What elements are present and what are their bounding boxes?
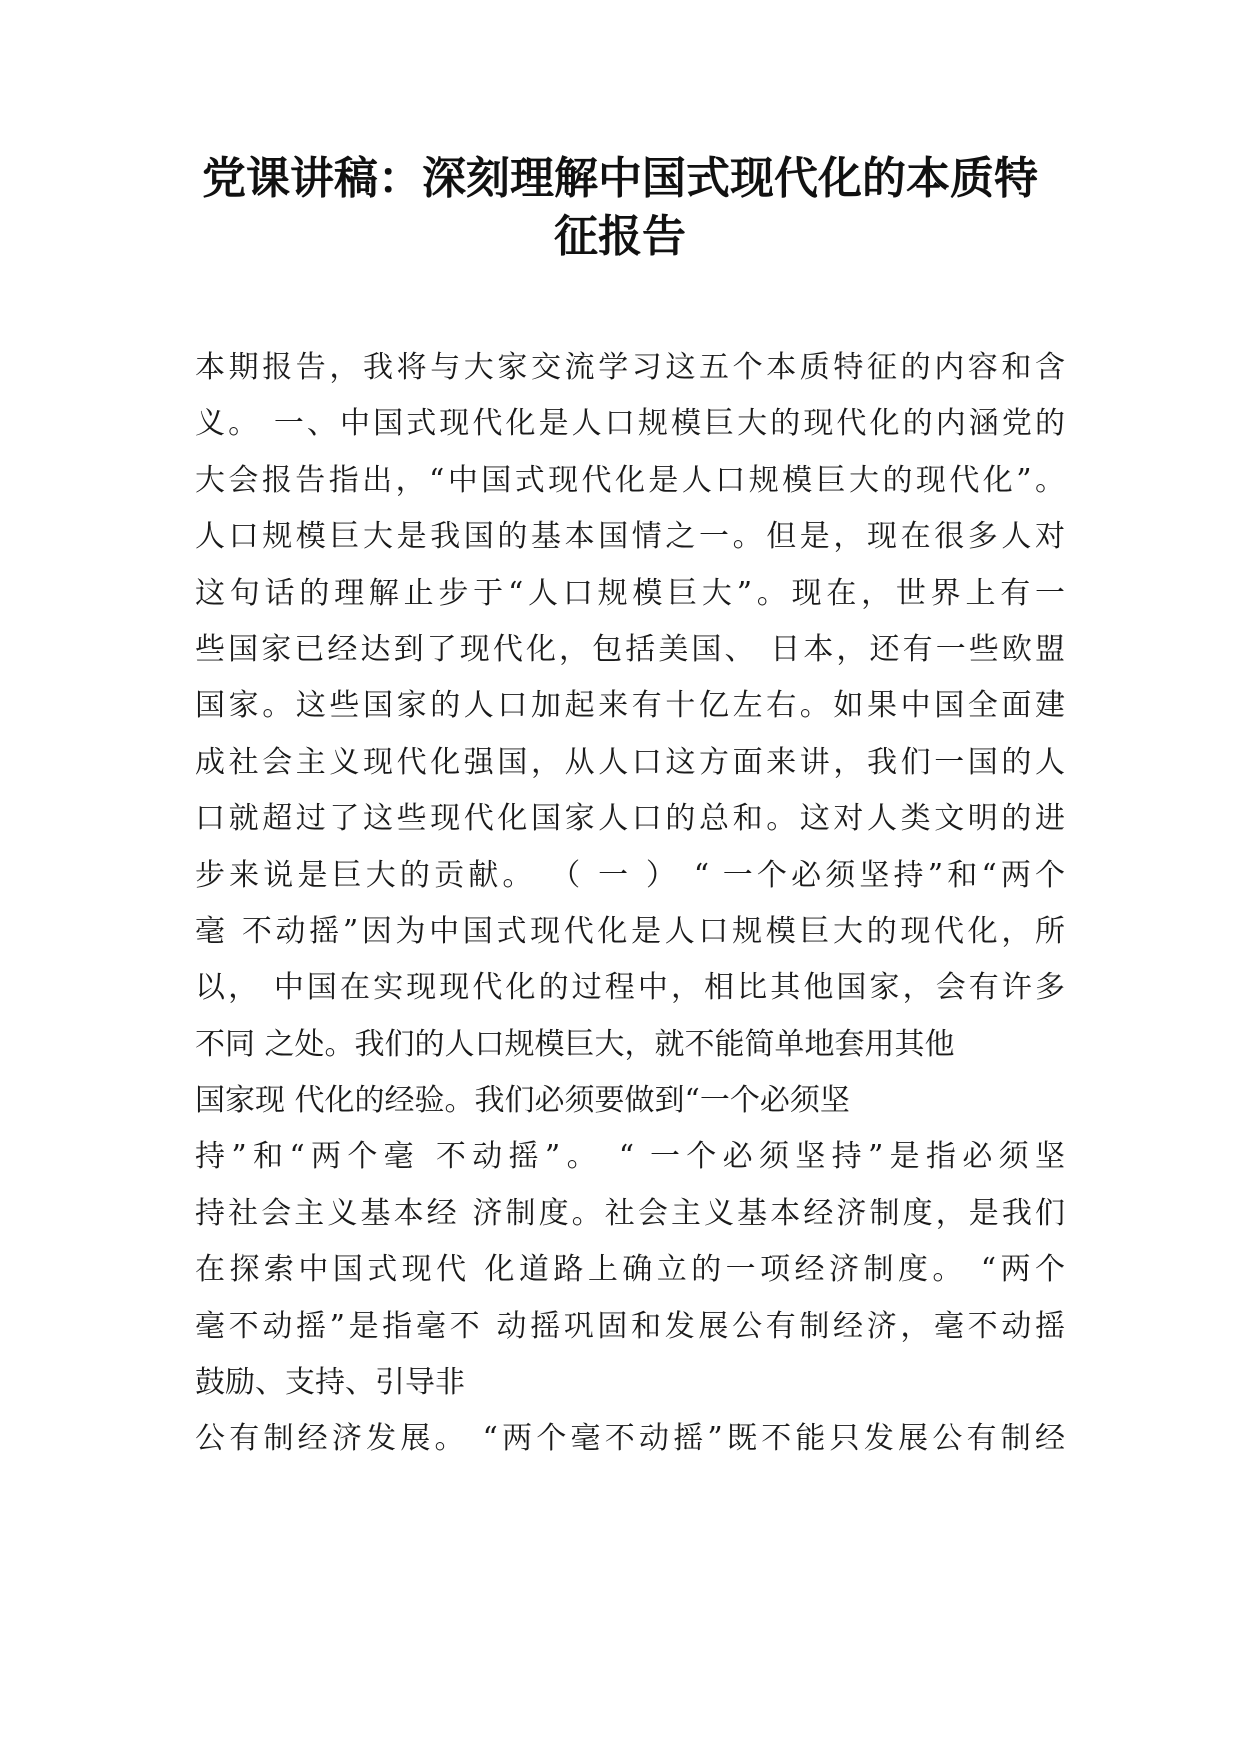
body-line: 口就超过了这些现代化国家人口的总和。这对人类文明的进 <box>195 801 1065 837</box>
body-line: 大会报告指出，“中国式现代化是人口规模巨大的现代化”。 <box>195 462 1065 498</box>
body-line: 持社会主义基本经 济制度。社会主义基本经济制度，是我们 <box>195 1195 1065 1231</box>
document-body <box>195 340 1065 1468</box>
body-line: 以， 中国在实现现代化的过程中，相比其他国家，会有许多 <box>195 970 1065 1006</box>
body-line: 国家现 代化的经验。我们必须要做到“一个必须坚 <box>195 1083 850 1119</box>
body-line: 持”和“两个毫 不动摇”。 “ 一个必须坚持”是指必须坚 <box>195 1139 1065 1175</box>
body-line: 毫不动摇”是指毫不 动摇巩固和发展公有制经济，毫不动摇 <box>195 1308 1065 1344</box>
body-line: 毫 不动摇”因为中国式现代化是人口规模巨大的现代化，所 <box>195 913 1065 949</box>
title-line-1: 党课讲稿：深刻理解中国式现代化的本质特 <box>202 153 1038 204</box>
body-line: 不同 之处。我们的人口规模巨大，就不能简单地套用其他 <box>195 1026 955 1062</box>
body-line: 本期报告，我将与大家交流学习这五个本质特征的内容和含 <box>195 350 1065 385</box>
body-line: 人口规模巨大是我国的基本国情之一。但是，现在很多人对 <box>195 519 1065 555</box>
body-line: 成社会主义现代化强国，从人口这方面来讲，我们一国的人 <box>195 744 1065 780</box>
title-line-2: 征报告 <box>554 211 686 262</box>
body-line: 这句话的理解止步于“人口规模巨大”。现在，世界上有一 <box>195 575 1065 611</box>
document-title <box>150 150 1090 266</box>
body-line: 步来说是巨大的贡献。 （ 一 ） “ 一个必须坚持”和“两个 <box>195 857 1065 893</box>
body-line: 义。 一、中国式现代化是人口规模巨大的现代化的内涵党的 <box>195 406 1065 442</box>
body-line: 公有制经济发展。 “两个毫不动摇”既不能只发展公有制经 <box>195 1421 1065 1457</box>
body-line: 在探索中国式现代 化道路上确立的一项经济制度。 “两个 <box>195 1252 1065 1288</box>
body-line: 鼓励、支持、引导非 <box>195 1365 465 1401</box>
body-line: 国家。这些国家的人口加起来有十亿左右。如果中国全面建 <box>195 688 1065 724</box>
body-line: 些国家已经达到了现代化，包括美国、 日本，还有一些欧盟 <box>195 631 1065 667</box>
